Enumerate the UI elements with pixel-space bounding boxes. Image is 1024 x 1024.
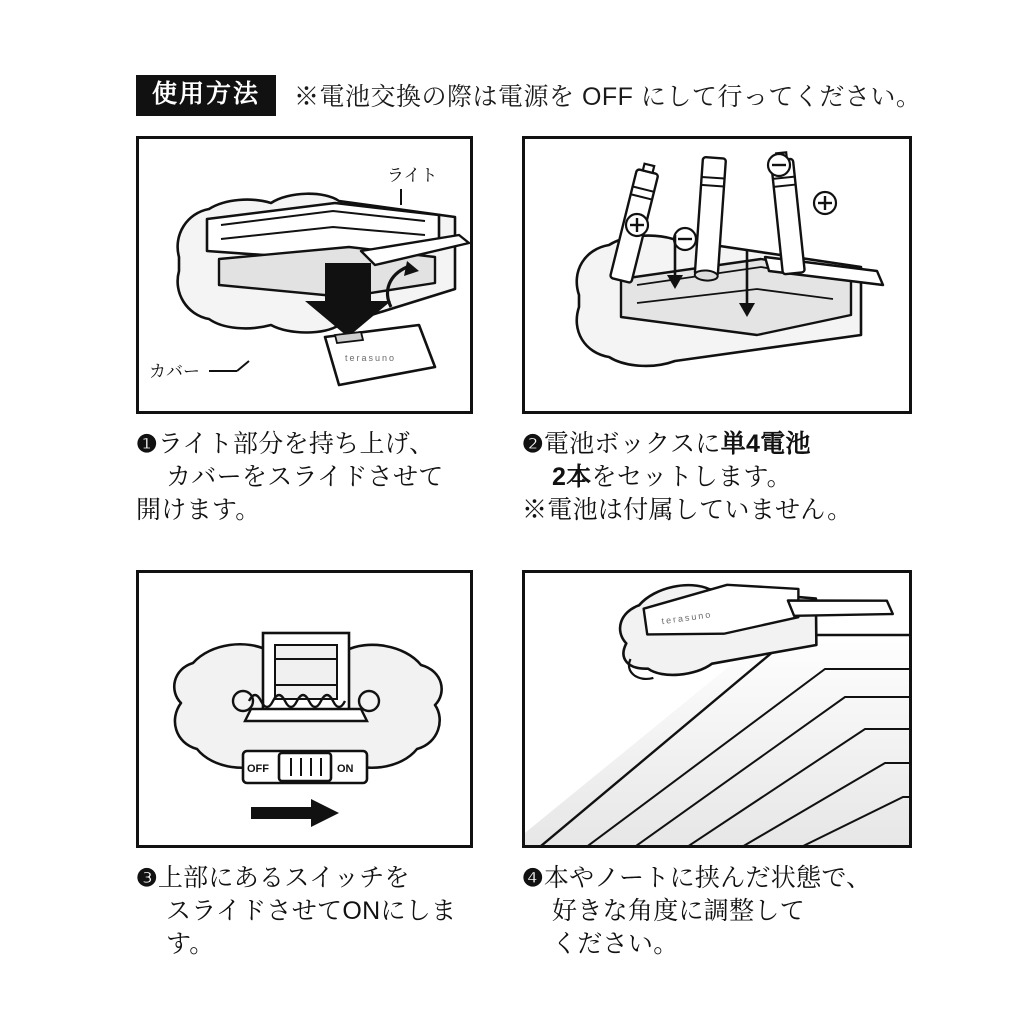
step-4-line2: 好きな角度に調整して: [552, 897, 806, 925]
step-3-line1: 上部にあるスイッチを: [157, 864, 410, 892]
header: [136, 72, 936, 118]
step-1-caption: [136, 428, 476, 527]
step-3-illustration: [136, 570, 473, 848]
step-4: [522, 570, 912, 961]
switch-off-label: OFF: [247, 763, 269, 775]
step-2-caption: [522, 428, 912, 527]
cover-label: カバー: [149, 362, 200, 381]
step-2-line2-bold: 2本: [552, 463, 592, 491]
step-1-line2: カバーをスライドさせて: [166, 463, 444, 491]
step-2-illustration: [522, 136, 912, 414]
step-4-number: ❹: [522, 865, 544, 892]
step-1-line1: ライト部分を持ち上げ、: [157, 430, 435, 458]
step-4-line3: ください。: [552, 930, 679, 958]
step-2-drawing: [525, 139, 912, 414]
step-4-drawing: [525, 573, 912, 848]
step-2: [522, 136, 912, 527]
step-3: [136, 570, 476, 961]
switch-on-label: ON: [337, 763, 354, 775]
step-4-caption: [522, 862, 912, 961]
header-note: ※電池交換の際は電源を OFF にして行ってください。: [294, 83, 922, 111]
step-1-illustration: [136, 136, 473, 414]
brand-label-step1: terasuno: [345, 353, 397, 363]
step-1: [136, 136, 476, 527]
step-2-number: ❷: [522, 431, 544, 458]
step-2-line3: ※電池は付属していません。: [522, 496, 853, 524]
step-3-caption: [136, 862, 476, 961]
header-badge: 使用方法: [136, 75, 276, 116]
step-3-line2: スライドさせてONにします。: [166, 897, 457, 958]
step-2-line2-plain: をセットします。: [591, 463, 792, 491]
step-3-number: ❸: [136, 865, 158, 892]
step-1-line3: 開けます。: [136, 496, 261, 524]
step-4-line1: 本やノートに挟んだ状態で、: [543, 864, 872, 892]
step-4-illustration: [522, 570, 912, 848]
step-1-number: ❶: [136, 431, 158, 458]
step-2-line1-bold: 単4電池: [720, 430, 811, 458]
step-1-drawing: [139, 139, 473, 414]
step-3-drawing: [139, 573, 473, 848]
brand-label-step4: terasuno: [660, 609, 713, 627]
step-2-line1-plain: 電池ボックスに: [543, 430, 721, 458]
light-label: ライト: [387, 166, 438, 185]
